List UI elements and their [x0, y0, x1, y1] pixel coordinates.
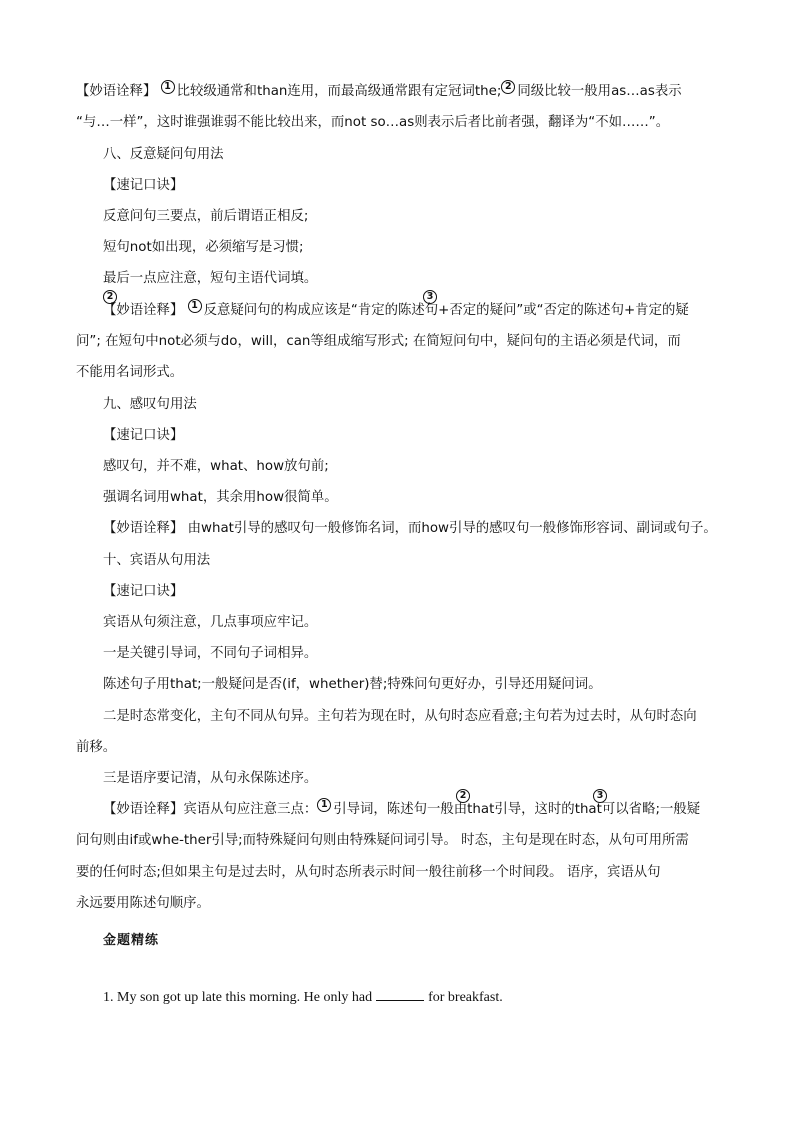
circled-number-2: 2: [456, 789, 470, 803]
circled-number-3: 3: [423, 290, 437, 304]
question-text: for breakfast.: [428, 990, 503, 1005]
section-heading-tag-question: 八、反意疑问句用法: [103, 147, 224, 162]
note-label: 【妙语诠释】: [103, 521, 184, 536]
mnemonic-line: 前移。: [76, 740, 117, 755]
mnemonic-label: 【速记口诀】: [103, 584, 184, 599]
exclamation-note: [103, 520, 753, 538]
note-text: 反意疑问句的构成应该是“肯定的陈述句+否定的疑问”或“否定的陈述句+肯定的疑: [203, 303, 689, 318]
circled-number-1: 1: [188, 299, 202, 313]
note-label: 【妙语诠释】: [103, 303, 184, 318]
note-text: 比较级通常和than连用，而最高级通常跟有定冠词the;: [176, 84, 502, 99]
tag-question-note-line-2: 问”; 在短句中not必须与do，will，can等组成缩写形式; 在简短问句中，疑问句的主语必须是代词，而: [76, 334, 681, 349]
question-text: 1. My son got up late this morning. He only had: [103, 990, 373, 1005]
practice-title: 金题精练: [103, 933, 160, 948]
object-clause-note-line-3: 要的任何时态;但如果主句是过去时，从句时态所表示时间一般往前移一个时间段。 语序，宾语从句: [76, 865, 661, 880]
mnemonic-line: 三是语序要记清，从句永保陈述序。: [103, 771, 318, 786]
circled-number-1: 1: [161, 80, 175, 94]
section-heading-exclamation: 九、感叹句用法: [103, 397, 197, 412]
tag-question-note-line-3: 不能用名词形式。: [76, 365, 184, 380]
note-label: 【妙语诠释】: [76, 84, 157, 99]
tag-question-note-line-1: [103, 291, 753, 320]
comparison-note-line-1: [76, 83, 726, 101]
note-text: 宾语从句应注意三点：: [183, 802, 318, 817]
object-clause-note-line-2: 问句则由if或whe-ther引导;而特殊疑问句则由特殊疑问词引导。 时态，主句是现在时态，从句可用所需: [76, 833, 689, 848]
note-label: 【妙语诠释】: [103, 802, 184, 817]
mnemonic-label: 【速记口诀】: [103, 428, 184, 443]
circled-number-2: 2: [103, 290, 117, 304]
mnemonic-line: 反意问句三要点，前后谓语正相反;: [103, 209, 309, 224]
answer-blank[interactable]: [376, 988, 424, 1001]
note-text: 引导词，陈述句一般由that引导，这时的that可以省略;一般疑: [333, 802, 701, 817]
mnemonic-line: 短句not如出现，必须缩写是习惯;: [103, 240, 304, 255]
circled-number-2: 2: [501, 80, 515, 94]
circled-number-1: 1: [317, 798, 331, 812]
mnemonic-line: 最后一点应注意，短句主语代词填。: [103, 271, 318, 286]
circled-number-3: 3: [593, 789, 607, 803]
question-1: [103, 988, 503, 1006]
mnemonic-line: 陈述句子用that;一般疑问是否(if，whether)替;特殊问句更好办，引导还用疑问词。: [103, 677, 602, 692]
mnemonic-line: 宾语从句须注意，几点事项应牢记。: [103, 615, 318, 630]
object-clause-note-line-4: 永远要用陈述句顺序。: [76, 896, 210, 911]
mnemonic-line: 强调名词用what，其余用how很简单。: [103, 490, 338, 505]
object-clause-note-line-1: [103, 790, 753, 819]
mnemonic-line: 二是时态常变化，主句不同从句异。主句若为现在时，从句时态应看意;主句若为过去时，从句时态向: [103, 709, 697, 724]
mnemonic-line: 感叹句，并不难，what、how放句前;: [103, 459, 329, 474]
comparison-note-line-2: “与…一样”，这时谁强谁弱不能比较出来，而not so…as则表示后者比前者强，翻译为“不如……”。: [76, 115, 670, 130]
mnemonic-line: 一是关键引导词，不同句子词相异。: [103, 646, 318, 661]
note-text: 同级比较一般用as…as表示: [517, 84, 682, 99]
note-text: 由what引导的感叹句一般修饰名词，而how引导的感叹句一般修饰形容词、副词或句子。: [187, 521, 717, 536]
mnemonic-label: 【速记口诀】: [103, 178, 184, 193]
section-heading-object-clause: 十、宾语从句用法: [103, 553, 211, 568]
